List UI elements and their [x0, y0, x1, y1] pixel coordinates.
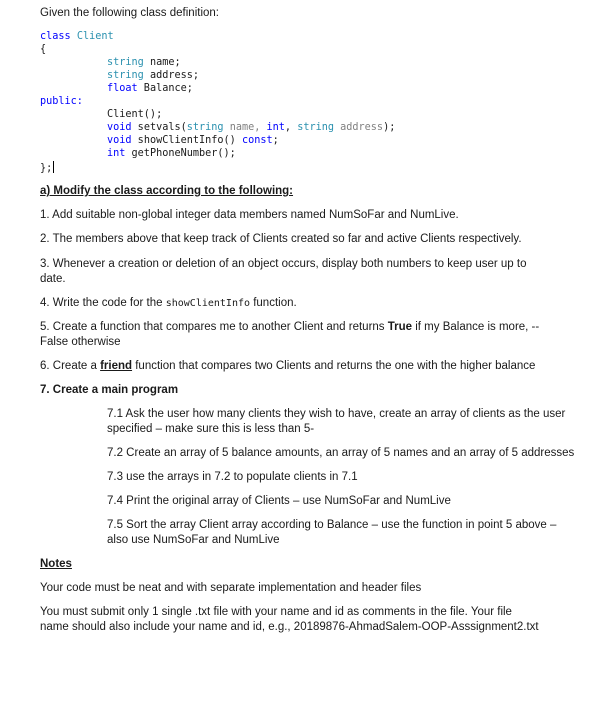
item-5: 5. Create a function that compares me to another Client and returns True if my Balance is more, --: [40, 321, 540, 333]
notes-line-3: name should also include your name and id, e.g., 20189876-AhmadSalem-OOP-Asssignment2.txt: [40, 621, 539, 633]
sub-item-7-5-cont: also use NumSoFar and NumLive: [107, 534, 280, 546]
sub-item-7-2: 7.2 Create an array of 5 balance amounts, an array of 5 names and an array of 5 addresses: [107, 447, 575, 459]
notes-heading: Notes: [40, 558, 72, 570]
intro-text: Given the following class definition:: [40, 7, 219, 19]
code-line-ctor: Client();: [107, 109, 163, 120]
sub-item-7-1-cont: specified – make sure this is less than 5-: [107, 423, 315, 435]
code-line-setvals: void setvals(string name, int, string address);: [107, 122, 396, 133]
item-3: 3. Whenever a creation or deletion of an object occurs, display both numbers to keep user up to: [40, 258, 527, 270]
item-6: 6. Create a friend function that compares two Clients and returns the one with the higher balance: [40, 360, 536, 372]
item-2: 2. The members above that keep track of Clients created so far and active Clients respectively.: [40, 233, 522, 245]
sub-item-7-4: 7.4 Print the original array of Clients – use NumSoFar and NumLive: [107, 495, 451, 507]
code-line-member: string name;: [107, 57, 181, 68]
item-5-cont: False otherwise: [40, 336, 121, 348]
notes-line-2: You must submit only 1 single .txt file with your name and id as comments in the file. Your file: [40, 606, 512, 618]
item-4: 4. Write the code for the showClientInfo function.: [40, 297, 297, 309]
sub-item-7-5: 7.5 Sort the array Client array according to Balance – use the function in point 5 above –: [107, 519, 557, 531]
notes-line-1: Your code must be neat and with separate implementation and header files: [40, 582, 422, 594]
text-cursor: [53, 161, 54, 173]
code-line-show: void showClientInfo() const;: [107, 135, 279, 146]
code-line-getphone: int getPhoneNumber();: [107, 148, 236, 159]
sub-item-7-3: 7.3 use the arrays in 7.2 to populate clients in 7.1: [107, 471, 358, 483]
code-line-class: class Client: [40, 31, 114, 42]
section-a-heading: a) Modify the class according to the following:: [40, 185, 294, 197]
sub-item-7-1: 7.1 Ask the user how many clients they wish to have, create an array of clients as the user: [107, 408, 566, 420]
code-line-open-brace: {: [40, 44, 47, 55]
code-line-member: string address;: [107, 70, 200, 81]
code-line-close: };: [40, 163, 53, 174]
code-line-public: public:: [40, 96, 83, 107]
code-line-member: float Balance;: [107, 83, 193, 94]
item-3-cont: date.: [40, 273, 66, 285]
item-1: 1. Add suitable non-global integer data members named NumSoFar and NumLive.: [40, 209, 459, 221]
item-7: 7. Create a main program: [40, 384, 179, 396]
